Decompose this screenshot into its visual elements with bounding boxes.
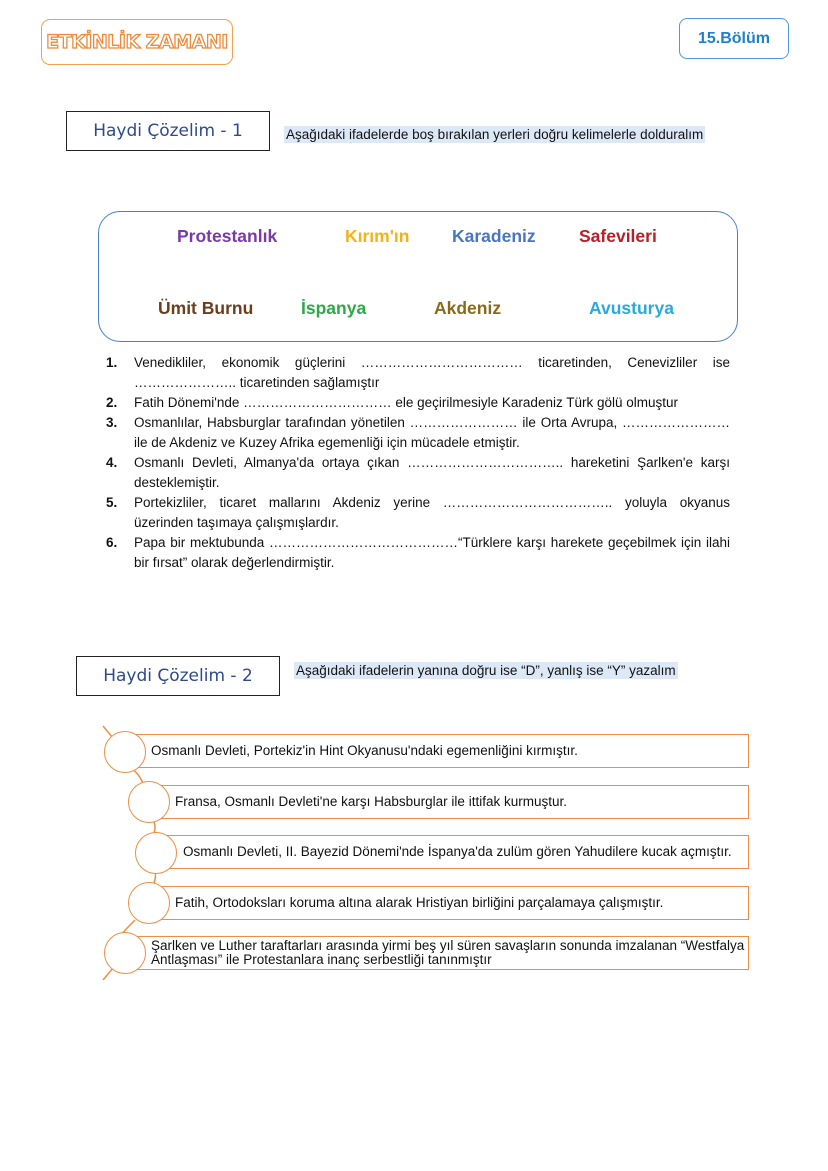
section-label-badge	[679, 18, 789, 59]
question-item	[106, 533, 730, 573]
question-item	[106, 393, 730, 413]
word-bank-item: Protestanlık	[177, 226, 278, 246]
true-false-statement	[128, 734, 749, 768]
statement-text: Osmanlı Devleti, Portekiz'in Hint Okyanusu'ndaki egemenliğini kırmıştır.	[151, 743, 578, 758]
activity-title: ETKİNLİK ZAMANI	[46, 31, 228, 53]
word-bank-item: Karadeniz	[452, 226, 536, 246]
answer-circle[interactable]	[104, 932, 146, 974]
question-number: 1.	[106, 355, 118, 370]
answer-circle[interactable]	[104, 731, 146, 773]
word-bank-item: Akdeniz	[434, 298, 502, 318]
statement-text: Osmanlı Devleti, II. Bayezid Dönemi'nde İspanya'da zulüm gören Yahudilere kucak açmıştır.	[183, 844, 732, 859]
section2-title: Haydi Çözelim - 2	[103, 666, 253, 686]
word-bank-item: Avusturya	[589, 298, 674, 318]
question-item	[106, 493, 730, 533]
statement-text: Fatih, Ortodoksları koruma altına alarak Hristiyan birliğini parçalamaya çalışmıştır.	[175, 895, 664, 910]
section1-instruction: Aşağıdaki ifadelerde boş bırakılan yerleri doğru kelimelerle dolduralım	[286, 127, 704, 142]
fill-in-question-list	[106, 353, 730, 573]
question-item	[106, 453, 730, 493]
question-text: Venedikliler, ekonomik güçlerini ……………………………… ticaretinden, Cenevizliler ise ………………….. ticaretinden sağlamıştır	[134, 355, 730, 390]
section-label: 15.Bölüm	[697, 29, 770, 47]
answer-circle[interactable]	[128, 882, 170, 924]
true-false-statement	[158, 835, 749, 869]
statement-text: Şarlken ve Luther taraftarları arasında yirmi beş yıl süren savaşların sonunda imzalanan “Westfalya Antlaşması” ile Protestanlara inanç serbestliği tanınmıştır	[151, 938, 745, 967]
statement-text: Fransa, Osmanlı Devleti'ne karşı Habsburglar ile ittifak kurmuştur.	[175, 794, 567, 809]
true-false-statement	[152, 886, 749, 920]
question-item	[106, 413, 730, 453]
section2-instruction: Aşağıdaki ifadelerin yanına doğru ise “D”, yanlış ise “Y” yazalım	[296, 663, 676, 678]
word-bank-item: Ümit Burnu	[158, 298, 254, 318]
answer-circle[interactable]	[128, 781, 170, 823]
question-number: 4.	[106, 455, 118, 470]
question-text: Portekizliler, ticaret mallarını Akdeniz yerine ……………………………….. yoluyla okyanus üzerinden taşımaya çalışmışlardır.	[134, 495, 730, 530]
question-text: Papa bir mektubunda ……………………………………“Türklere karşı harekete geçebilmek için ilahi bir fırsat” olarak değerlendirmiştir.	[134, 535, 730, 570]
answer-circle[interactable]	[135, 832, 177, 874]
true-false-statement	[152, 785, 749, 819]
section2-title-box	[76, 656, 280, 696]
question-text: Fatih Dönemi'nde …………………………… ele geçirilmesiyle Karadeniz Türk gölü olmuştur	[134, 395, 679, 410]
word-bank-item: İspanya	[301, 298, 367, 318]
word-bank-item: Safevileri	[579, 226, 657, 246]
activity-title-badge	[41, 19, 233, 65]
question-number: 5.	[106, 495, 118, 510]
question-number: 6.	[106, 535, 118, 550]
true-false-statement	[128, 936, 749, 970]
word-bank-item: Kırım'ın	[345, 226, 410, 246]
question-number: 3.	[106, 415, 118, 430]
question-text: Osmanlı Devleti, Almanya'da ortaya çıkan …………………………….. hareketini Şarlken'e karşı desteklemiştir.	[134, 455, 730, 490]
question-number: 2.	[106, 395, 118, 410]
section1-title-box	[66, 111, 270, 151]
section1-title: Haydi Çözelim - 1	[93, 121, 243, 141]
question-text: Osmanlılar, Habsburglar tarafından yönetilen …………………… ile Orta Avrupa, …………………… ile de Akdeniz ve Kuzey Afrika egemenliği için mücadele etmiştir.	[134, 415, 730, 450]
question-item	[106, 353, 730, 393]
